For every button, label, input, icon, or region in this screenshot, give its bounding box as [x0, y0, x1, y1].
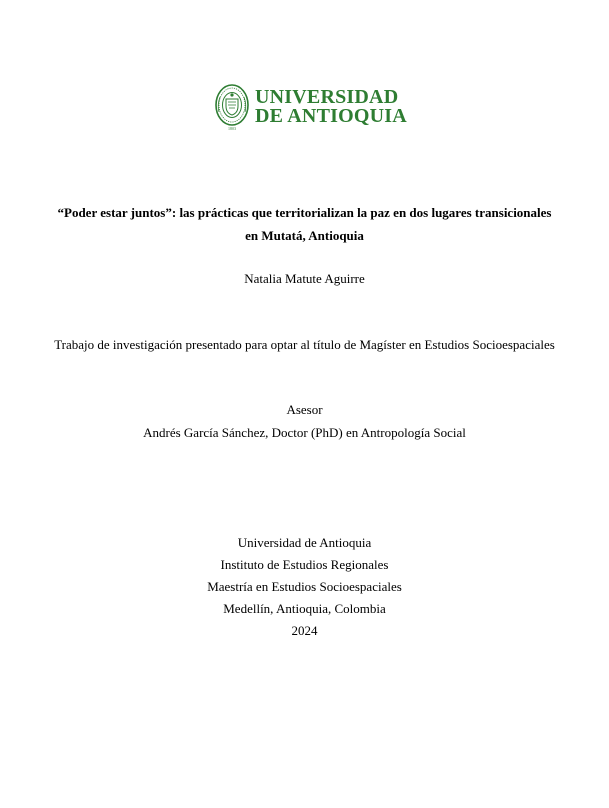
- institution-location: Medellín, Antioquia, Colombia: [223, 601, 386, 616]
- degree-statement: Trabajo de investigación presentado para optar al título de Magíster en Estudios Socioespaciales: [54, 337, 555, 352]
- thesis-title-line-1: “Poder estar juntos”: las prácticas que territorializan la paz en dos lugares transicionales: [57, 205, 552, 220]
- advisor-name: Andrés García Sánchez, Doctor (PhD) en Antropología Social: [143, 425, 466, 440]
- university-wordmark: [255, 88, 407, 126]
- thesis-title-line-2: en Mutatá, Antioquia: [245, 228, 364, 243]
- wordmark-line-1: UNIVERSIDAD: [255, 86, 399, 108]
- author-name: Natalia Matute Aguirre: [244, 271, 365, 286]
- university-logo: [214, 82, 407, 134]
- advisor-label: Asesor: [286, 402, 323, 417]
- institution-university: Universidad de Antioquia: [237, 535, 372, 550]
- wordmark-line-2: DE ANTIOQUIA: [255, 105, 407, 127]
- seal-year: 1803: [228, 126, 236, 131]
- institution-institute: Instituto de Estudios Regionales: [220, 557, 389, 572]
- institution-year: 2024: [291, 623, 318, 638]
- institution-program: Maestría en Estudios Socioespaciales: [207, 579, 402, 594]
